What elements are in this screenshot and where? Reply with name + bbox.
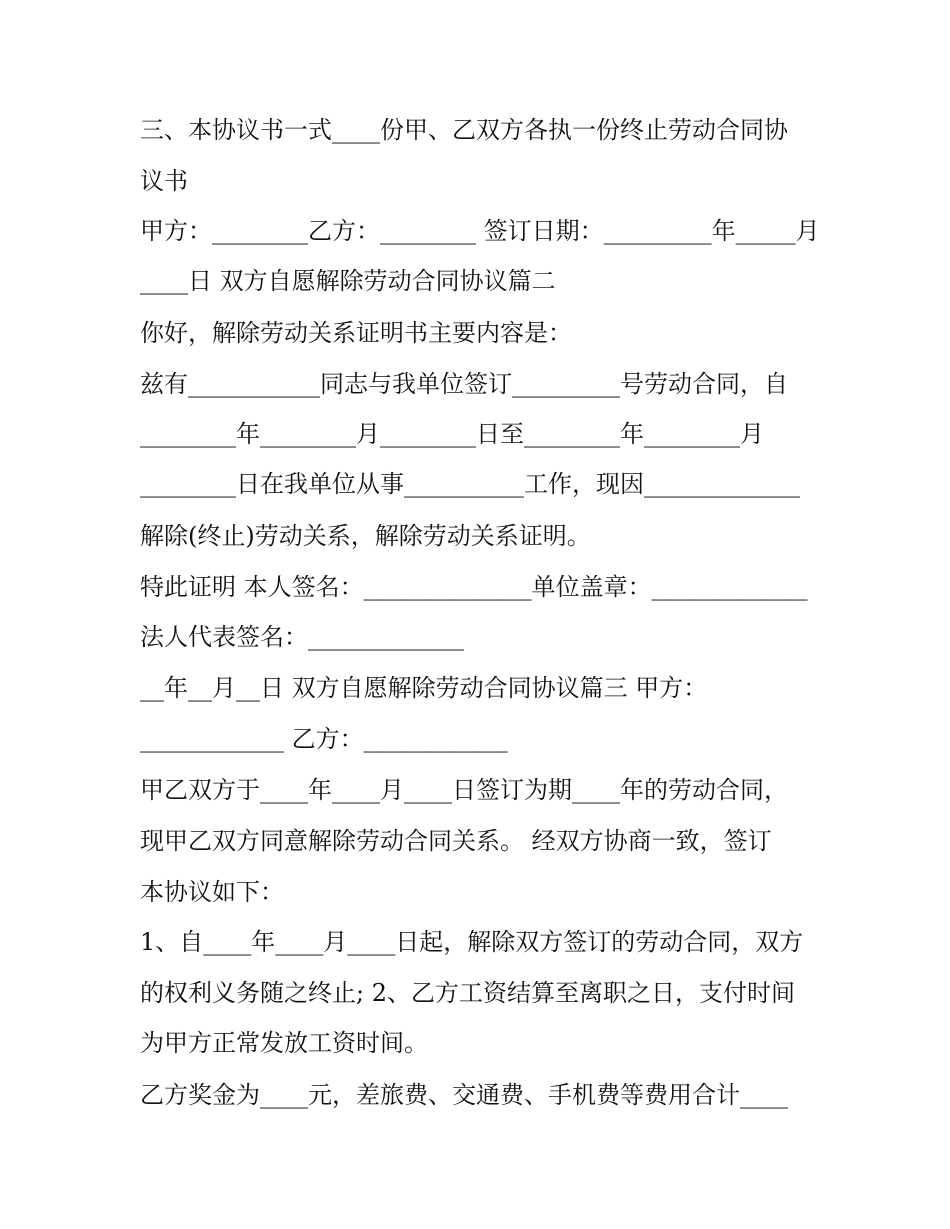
- text-line: 解除(终止)劳动关系，解除劳动关系证明。: [140, 522, 591, 550]
- text-line: 为甲方正常发放工资时间。: [140, 1029, 428, 1057]
- text-line: 本协议如下：: [140, 878, 284, 906]
- text-line: 甲乙双方于____年____月____日签订为期____年的劳动合同，: [140, 776, 788, 804]
- text-line: 甲方：________乙方：________ 签订日期：_________年_____月: [140, 217, 820, 245]
- text-line: ________年________月________日至________年________月: [140, 420, 764, 448]
- text-line: __年__月__日 双方自愿解除劳动合同协议篇三 甲方：: [140, 674, 708, 702]
- text-line: 特此证明 本人签名：______________单位盖章：_____________: [140, 573, 808, 601]
- text-line: 的权利义务随之终止; 2、乙方工资结算至离职之日，支付时间: [140, 979, 795, 1007]
- text-line: 1、自____年____月____日起，解除双方签订的劳动合同，双方: [140, 928, 804, 956]
- text-line: 三、本协议书一式____份甲、乙双方各执一份终止劳动合同协: [140, 116, 788, 144]
- text-line: 兹有___________同志与我单位签订_________号劳动合同，自: [140, 370, 788, 398]
- text-line: ________日在我单位从事__________工作，现因_____________: [140, 470, 800, 498]
- text-line: 你好，解除劳动关系证明书主要内容是：: [140, 319, 572, 347]
- text-line: 乙方奖金为____元，差旅费、交通费、手机费等费用合计____: [140, 1081, 788, 1109]
- text-line: ____________ 乙方：____________: [140, 725, 508, 753]
- text-line: 议书: [140, 167, 188, 195]
- text-line: 现甲乙双方同意解除劳动合同关系。 经双方协商一致，签订: [140, 827, 772, 855]
- text-line: 法人代表签名：_____________: [140, 623, 464, 651]
- text-line: ____日 双方自愿解除劳动合同协议篇二: [140, 267, 556, 295]
